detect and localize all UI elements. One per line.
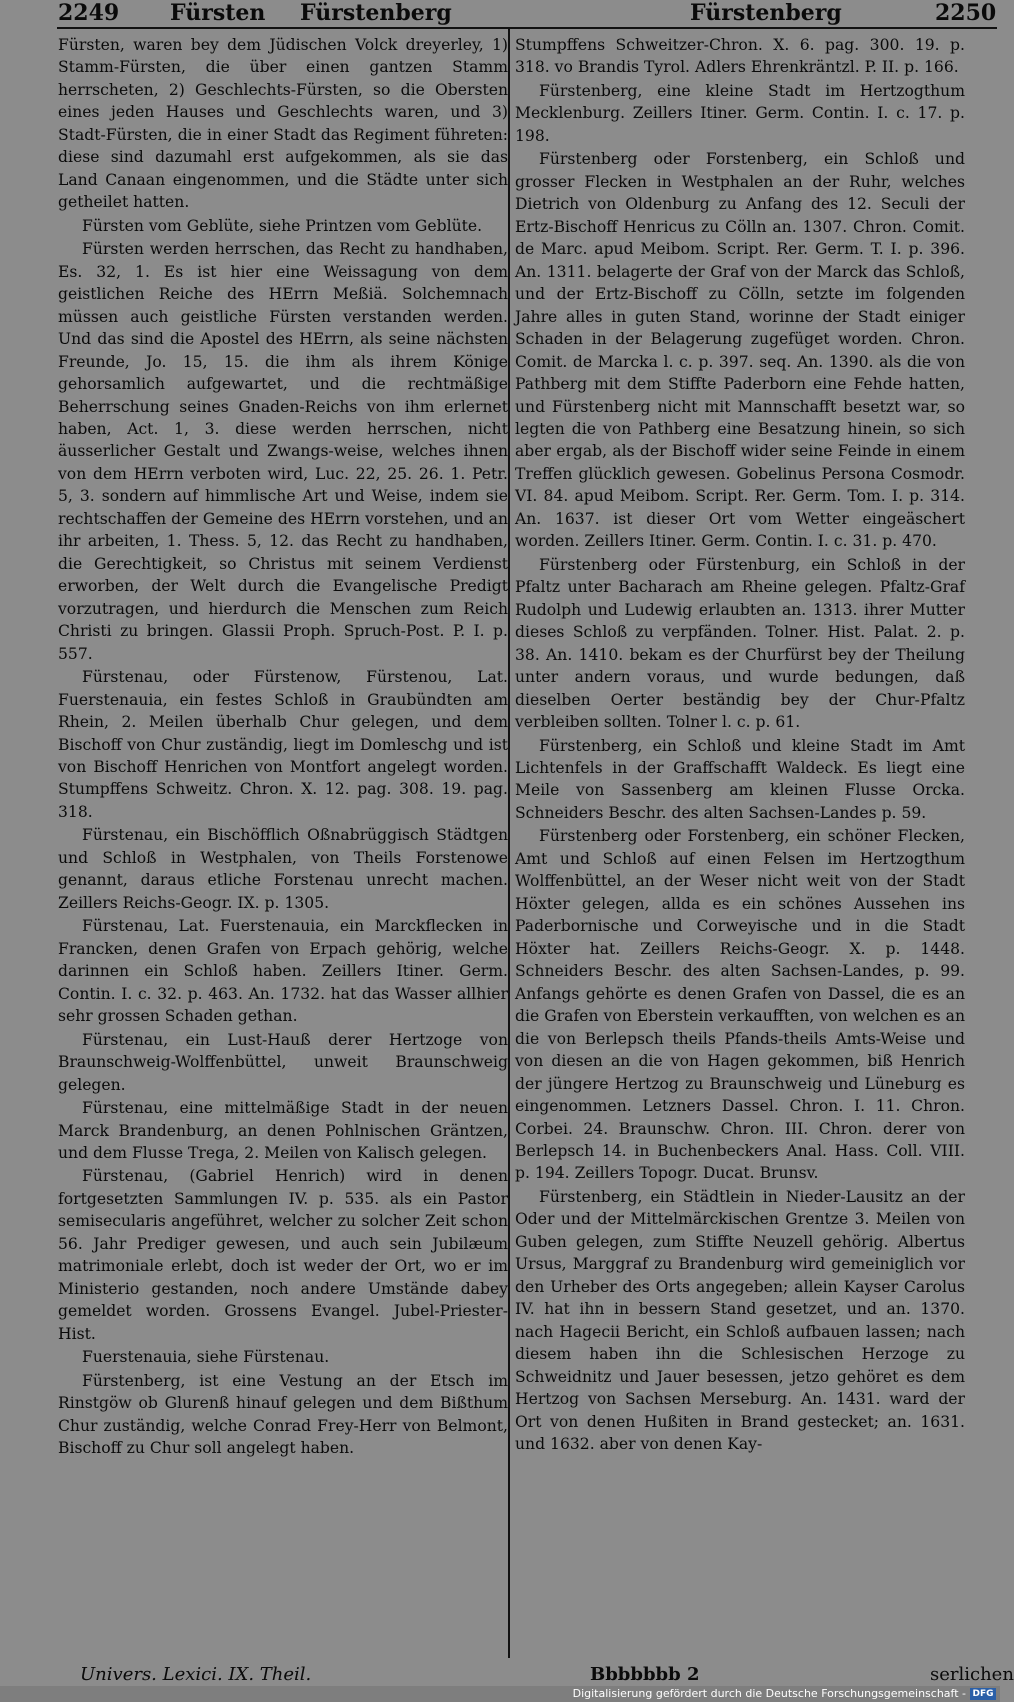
- entry: Fürstenberg, ein Städtlein in Nieder-Lausitz an der Oder und der Mittelmärckischen Grentze 3. Meilen von Guben gelegen, zum Stiffte Neuzell gehörig. Albertus Ursus, Marggraf zu Brandenburg wird gemeiniglich vor den Urheber des Orts angegeben; allein Kayser Carolus IV. hat ihn in bessern Stand gesetzet, und an. 1370. nach Hagecii Bericht, ein Schloß aufbauen lassen; nach diesem haben ihn die Schlesischen Herzoge zu Schweidnitz und Jauer besessen, jetzo gehöret es dem Hertzog von Sachsen Merseburg. An. 1431. ward der Ort von denen Hußiten in Brand gestecket; an. 1631. und 1632. aber von denen Kay-: [515, 1187, 965, 1454]
- left-page-number: 2249: [58, 0, 120, 26]
- entry: Fürstenau, ein Lust-Hauß derer Hertzoge von Braunschweig-Wolffenbüttel, unweit Braunschweig gelegen.: [58, 1030, 508, 1094]
- column-divider: [508, 28, 510, 1658]
- entry: Fürstenau, ein Bischöfflich Oßnabrüggisch Städtgen und Schloß in Westphalen, von Theils Forstenowe genannt, daraus etliche Forstenau unrecht machen. Zeillers Reichs-Geogr. IX. p. 1305.: [58, 826, 508, 912]
- entry: Fürstenberg oder Forstenberg, ein Schloß und grosser Flecken in Westphalen an der Ruhr, welches Dietrich von Oldenburg zu Anfang des 12. Seculi der Ertz-Bischoff Henricus zu Cölln an. 1307. Chron. Comit. de Marc. apud Meibom. Script. Rer. Germ. T. I. p. 396. An. 1311. belagerte der Graf von der Marck das Schloß, und der Ertz-Bischoff zu Cölln, setzte im folgenden Jahre alles in guten Stand, worinne der Stadt einiger Schaden in der Belagerung zugefüget worden. Chron. Comit. de Marcka l. c. p. 397. seq. An. 1390. als die von Pathberg mit dem Stiffte Paderborn eine Fehde hatten, und Fürstenberg nicht mit Mannschafft besetzt war, so legten die von Pathberg eine Besatzung hinein, so sich aber ergab, als der Bischoff wider seine Feinde in einem Treffen glücklich gewesen. Gobelinus Persona Cosmodr. VI. 84. apud Meibom. Script. Rer. Germ. Tom. I. p. 314. An. 1637. ist dieser Ort vom Wetter eingeäschert worden. Zeillers Itiner. Germ. Contin. I. c. 31. p. 470.: [515, 150, 965, 551]
- page-header: [0, 0, 1000, 30]
- entry: Fürsten, waren bey dem Jüdischen Volck dreyerley, 1) Stamm-Fürsten, die über einen gantzen Stamm herrscheten, 2) Geschlechts-Fürsten, so die Obersten eines jeden Hauses und Geschlechts waren, und 3) Stadt-Fürsten, die in einer Stadt das Regiment führeten: diese sind dazumahl erst aufgekommen, als sie das Land Canaan eingenommen, und die Städte unter sich getheilet hatten.: [58, 36, 508, 212]
- catchword: serlichen: [930, 1664, 1014, 1685]
- entry: Fürstenberg oder Fürstenburg, ein Schloß in der Pfaltz unter Bacharach am Rheine gelegen. Pfaltz-Graf Rudolph und Ludewig erlaubten an. 1313. ihrer Mutter dieses Schloß zu verpfänden. Tolner. Hist. Palat. 2. p. 38. An. 1410. bekam es der Churfürst bey der Theilung unter andern voraus, und wurde bedungen, daß dieselben Oerter beständig bey der Chur-Pfaltz verbleiben sollten. Tolner l. c. p. 61.: [515, 555, 965, 732]
- entry: Fürsten werden herrschen, das Recht zu handhaben, Es. 32, 1. Es ist hier eine Weissagung von dem geistlichen Reiche des HErrn Meßiä. Solchemnach müssen auch geistliche Fürsten verstanden werden. Und das sind die Apostel des HErrn, als seine nächsten Freunde, Jo. 15, 15. die ihm als ihrem Könige gehorsamlich aufgewartet, und die rechtmäßige Beherrschung seines Gnaden-Reichs von ihm erlernet haben, Act. 1, 3. diese werden herrschen, nicht äusserlicher Gestalt und Zwangs-weise, welches ihnen von dem HErrn verboten wird, Luc. 22, 25. 26. 1. Petr. 5, 3. sondern auf himmlische Art und Weise, indem sie rechtschaffen der Gemeine des HErrn vorstehen, und an ihr arbeiten, 1. Thess. 5, 12. das Recht zu handhaben, die Gerechtigkeit, so Christus mit seinem Verdienst erworben, der Welt durch die Evangelische Predigt vorzutragen, und hierdurch die Menschen zum Reich Christi zu bringen. Glassii Proph. Spruch-Post. P. I. p. 557.: [58, 240, 508, 663]
- left-header-word-1: Fürsten: [170, 0, 266, 26]
- right-column: [515, 34, 965, 1457]
- left-column: [58, 34, 508, 1461]
- header-rule: [57, 27, 997, 29]
- entry: Stumpffens Schweitzer-Chron. X. 6. pag. 300. 19. p. 318. vo Brandis Tyrol. Adlers Ehrenkräntzl. P. II. p. 166.: [515, 36, 965, 77]
- entry: Fürstenau, Lat. Fuerstenauia, ein Marckflecken in Francken, denen Grafen von Erpach gehörig, welche darinnen ein Schloß haben. Zeillers Itiner. Germ. Contin. I. c. 32. p. 463. An. 1732. hat das Wasser allhier sehr grossen Schaden gethan.: [58, 917, 508, 1026]
- dfg-logo: DFG: [970, 1688, 996, 1700]
- signature-mark: Bbbbbbb 2: [590, 1664, 700, 1685]
- entry: Fürstenberg, ein Schloß und kleine Stadt im Amt Lichtenfels in der Graffschafft Waldeck. Es liegt eine Meile von Sassenberg am kleinen Flusse Orcka. Schneiders Beschr. des alten Sachsen-Landes p. 59.: [515, 736, 965, 822]
- right-header-word: Fürstenberg: [690, 0, 842, 26]
- entry: Fürsten vom Geblüte, siehe Printzen vom Geblüte.: [82, 216, 483, 235]
- signature-note: Univers. Lexici. IX. Theil.: [80, 1664, 312, 1685]
- entry: Fürstenberg, ist eine Vestung an der Etsch im Rinstgöw ob Glurenß hinauf gelegen und dem Bißthum Chur zuständig, welche Conrad Frey-Herr von Belmont, Bischoff zu Chur soll angelegt haben.: [58, 1371, 508, 1458]
- entry: Fürstenau, oder Fürstenow, Fürstenou, Lat. Fuerstenauia, ein festes Schloß in Graubündten am Rhein, 2. Meilen überhalb Chur gelegen, und dem Bischoff von Chur zuständig, liegt im Domleschg und ist von Bischoff Henrichen von Montfort angelegt worden. Stumpffens Schweitz. Chron. X. 12. pag. 308. 19. pag. 318.: [58, 668, 508, 821]
- left-header-word-2: Fürstenberg: [300, 0, 452, 26]
- right-page-number: 2250: [935, 0, 997, 26]
- entry: Fürstenau, eine mittelmäßige Stadt in der neuen Marck Brandenburg, an denen Pohlnischen Gräntzen, und dem Flusse Trega, 2. Meilen von Kalisch gelegen.: [58, 1099, 508, 1162]
- entry: Fürstenberg oder Forstenberg, ein schöner Flecken, Amt und Schloß auf einen Felsen im Hertzogthum Wolffenbüttel, an der Weser nicht weit von der Stadt Höxter gelegen, allda es ein schönes Aussehen ins Paderbornische und Corweyische und in die Stadt Höxter hat. Zeillers Reichs-Geogr. X. p. 1448. Schneiders Beschr. des alten Sachsen-Landes, p. 99. Anfangs gehörte es denen Grafen von Dassel, die es an die Grafen von Eberstein verkaufften, von welchen es an die von Berlepsch theils Pfands-theils Amts-Weise und von diesen an die von Hagen gekommen, biß Henrich der jüngere Hertzog zu Braunschweig und Lüneburg es eingenommen. Letzners Dassel. Chron. I. 11. Chron. Corbei. 24. Braunschw. Chron. III. Chron. derer von Berlepsch 14. in Buchenbeckers Anal. Hass. Coll. VIII. p. 194. Zeillers Topogr. Ducat. Brunsv.: [515, 827, 965, 1183]
- entry: Fuerstenauia, siehe Fürstenau.: [82, 1348, 330, 1367]
- entry: Fürstenau, (Gabriel Henrich) wird in denen fortgesetzten Sammlungen IV. p. 535. als ein Pastor semisecularis angeführet, welcher zu solcher Zeit schon 56. Jahr Prediger gewesen, und auch sein Jubilæum matrimoniale erlebt, doch ist weder der Ort, wo er im Ministerio gestanden, noch andere Umstände dabey gemeldet worden. Grossens Evangel. Jubel-Priester-Hist.: [58, 1167, 508, 1343]
- digitization-credit: Digitalisierung gefördert durch die Deutsche Forschungsgemeinschaft -: [572, 1687, 966, 1700]
- entry: Fürstenberg, eine kleine Stadt im Hertzogthum Mecklenburg. Zeillers Itiner. Germ. Contin. I. c. 17. p. 198.: [515, 81, 965, 145]
